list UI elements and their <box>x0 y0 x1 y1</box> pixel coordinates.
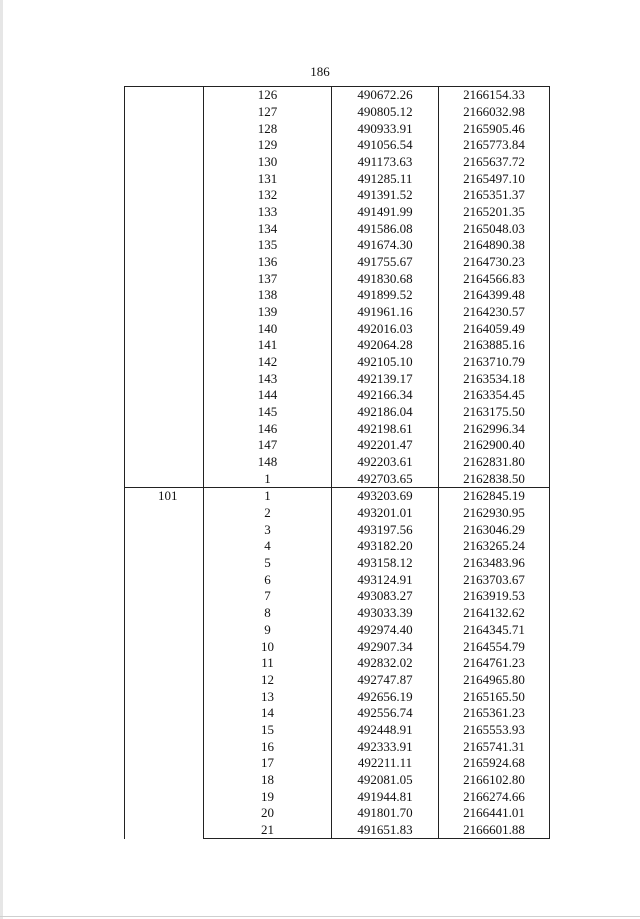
x-coordinate-cell: 491944.81 <box>332 788 439 805</box>
point-number-cell: 147 <box>204 437 332 454</box>
point-number-cell: 13 <box>204 688 332 705</box>
point-number-cell: 146 <box>204 420 332 437</box>
point-number-cell: 141 <box>204 337 332 354</box>
point-number-cell: 131 <box>204 170 332 187</box>
x-coordinate-cell: 493033.39 <box>332 605 439 622</box>
x-coordinate-cell: 491899.52 <box>332 287 439 304</box>
y-coordinate-cell: 2165637.72 <box>439 154 550 171</box>
y-coordinate-cell: 2165773.84 <box>439 137 550 154</box>
point-number-cell: 148 <box>204 454 332 471</box>
point-number-cell: 145 <box>204 404 332 421</box>
y-coordinate-cell: 2162900.40 <box>439 437 550 454</box>
y-coordinate-cell: 2165741.31 <box>439 738 550 755</box>
x-coordinate-cell: 492211.11 <box>332 755 439 772</box>
y-coordinate-cell: 2166601.88 <box>439 822 550 839</box>
x-coordinate-cell: 491801.70 <box>332 805 439 822</box>
x-coordinate-cell: 492186.04 <box>332 404 439 421</box>
point-number-cell: 137 <box>204 270 332 287</box>
x-coordinate-cell: 491586.08 <box>332 220 439 237</box>
point-number-cell: 133 <box>204 204 332 221</box>
y-coordinate-cell: 2163919.53 <box>439 588 550 605</box>
x-coordinate-cell: 493083.27 <box>332 588 439 605</box>
point-number-cell: 19 <box>204 788 332 805</box>
y-coordinate-cell: 2163710.79 <box>439 354 550 371</box>
point-number-cell: 8 <box>204 605 332 622</box>
x-coordinate-cell: 492747.87 <box>332 672 439 689</box>
y-coordinate-cell: 2164965.80 <box>439 672 550 689</box>
x-coordinate-cell: 492907.34 <box>332 638 439 655</box>
y-coordinate-cell: 2164399.48 <box>439 287 550 304</box>
y-coordinate-cell: 2162831.80 <box>439 454 550 471</box>
y-coordinate-cell: 2165165.50 <box>439 688 550 705</box>
point-number-cell: 142 <box>204 354 332 371</box>
coordinates-table-body <box>125 87 550 839</box>
table-row <box>125 488 550 505</box>
x-coordinate-cell: 491651.83 <box>332 822 439 839</box>
point-number-cell: 144 <box>204 387 332 404</box>
point-number-cell: 20 <box>204 805 332 822</box>
y-coordinate-cell: 2164230.57 <box>439 304 550 321</box>
x-coordinate-cell: 493182.20 <box>332 538 439 555</box>
point-number-cell: 7 <box>204 588 332 605</box>
y-coordinate-cell: 2163885.16 <box>439 337 550 354</box>
point-number-cell: 136 <box>204 254 332 271</box>
x-coordinate-cell: 493124.91 <box>332 571 439 588</box>
x-coordinate-cell: 492201.47 <box>332 437 439 454</box>
x-coordinate-cell: 493201.01 <box>332 505 439 522</box>
y-coordinate-cell: 2163534.18 <box>439 370 550 387</box>
point-number-cell: 5 <box>204 555 332 572</box>
x-coordinate-cell: 490933.91 <box>332 120 439 137</box>
y-coordinate-cell: 2164761.23 <box>439 655 550 672</box>
point-number-cell: 6 <box>204 571 332 588</box>
y-coordinate-cell: 2163175.50 <box>439 404 550 421</box>
point-number-cell: 15 <box>204 722 332 739</box>
x-coordinate-cell: 491391.52 <box>332 187 439 204</box>
table-row <box>125 87 550 104</box>
point-number-cell: 3 <box>204 521 332 538</box>
point-number-cell: 134 <box>204 220 332 237</box>
y-coordinate-cell: 2164132.62 <box>439 605 550 622</box>
y-coordinate-cell: 2166154.33 <box>439 87 550 104</box>
point-number-cell: 139 <box>204 304 332 321</box>
point-number-cell: 12 <box>204 672 332 689</box>
y-coordinate-cell: 2164566.83 <box>439 270 550 287</box>
point-number-cell: 16 <box>204 738 332 755</box>
x-coordinate-cell: 492166.34 <box>332 387 439 404</box>
point-number-cell: 130 <box>204 154 332 171</box>
x-coordinate-cell: 492139.17 <box>332 370 439 387</box>
y-coordinate-cell: 2162838.50 <box>439 470 550 487</box>
y-coordinate-cell: 2166032.98 <box>439 104 550 121</box>
point-number-cell: 21 <box>204 822 332 839</box>
point-number-cell: 127 <box>204 104 332 121</box>
point-number-cell: 4 <box>204 538 332 555</box>
y-coordinate-cell: 2163483.96 <box>439 555 550 572</box>
x-coordinate-cell: 492656.19 <box>332 688 439 705</box>
x-coordinate-cell: 492081.05 <box>332 772 439 789</box>
point-number-cell: 17 <box>204 755 332 772</box>
point-number-cell: 143 <box>204 370 332 387</box>
x-coordinate-cell: 491830.68 <box>332 270 439 287</box>
scan-edge-left <box>0 0 3 919</box>
x-coordinate-cell: 491285.11 <box>332 170 439 187</box>
point-number-cell: 1 <box>204 470 332 487</box>
x-coordinate-cell: 492703.65 <box>332 470 439 487</box>
x-coordinate-cell: 490672.26 <box>332 87 439 104</box>
coordinates-table <box>124 86 550 839</box>
point-number-cell: 132 <box>204 187 332 204</box>
y-coordinate-cell: 2165048.03 <box>439 220 550 237</box>
y-coordinate-cell: 2162930.95 <box>439 505 550 522</box>
y-coordinate-cell: 2166441.01 <box>439 805 550 822</box>
x-coordinate-cell: 490805.12 <box>332 104 439 121</box>
x-coordinate-cell: 492105.10 <box>332 354 439 371</box>
x-coordinate-cell: 492016.03 <box>332 320 439 337</box>
y-coordinate-cell: 2165201.35 <box>439 204 550 221</box>
x-coordinate-cell: 492198.61 <box>332 420 439 437</box>
x-coordinate-cell: 492064.28 <box>332 337 439 354</box>
point-number-cell: 1 <box>204 488 332 505</box>
x-coordinate-cell: 492448.91 <box>332 722 439 739</box>
y-coordinate-cell: 2163046.29 <box>439 521 550 538</box>
y-coordinate-cell: 2165553.93 <box>439 722 550 739</box>
x-coordinate-cell: 492832.02 <box>332 655 439 672</box>
parcel-number-cell: 101 <box>125 488 204 839</box>
y-coordinate-cell: 2165924.68 <box>439 755 550 772</box>
y-coordinate-cell: 2163354.45 <box>439 387 550 404</box>
x-coordinate-cell: 493197.56 <box>332 521 439 538</box>
point-number-cell: 129 <box>204 137 332 154</box>
point-number-cell: 140 <box>204 320 332 337</box>
y-coordinate-cell: 2166102.80 <box>439 772 550 789</box>
x-coordinate-cell: 491755.67 <box>332 254 439 271</box>
x-coordinate-cell: 491674.30 <box>332 237 439 254</box>
point-number-cell: 126 <box>204 87 332 104</box>
point-number-cell: 14 <box>204 705 332 722</box>
y-coordinate-cell: 2164730.23 <box>439 254 550 271</box>
x-coordinate-cell: 491173.63 <box>332 154 439 171</box>
y-coordinate-cell: 2162845.19 <box>439 488 550 505</box>
x-coordinate-cell: 491491.99 <box>332 204 439 221</box>
y-coordinate-cell: 2165351.37 <box>439 187 550 204</box>
page-number: 186 <box>310 64 330 79</box>
y-coordinate-cell: 2164059.49 <box>439 320 550 337</box>
x-coordinate-cell: 491056.54 <box>332 137 439 154</box>
y-coordinate-cell: 2165361.23 <box>439 705 550 722</box>
x-coordinate-cell: 493203.69 <box>332 488 439 505</box>
point-number-cell: 2 <box>204 505 332 522</box>
parcel-number-cell <box>125 87 204 488</box>
y-coordinate-cell: 2166274.66 <box>439 788 550 805</box>
y-coordinate-cell: 2165905.46 <box>439 120 550 137</box>
y-coordinate-cell: 2164890.38 <box>439 237 550 254</box>
scan-edge-bottom <box>0 916 640 917</box>
x-coordinate-cell: 492556.74 <box>332 705 439 722</box>
point-number-cell: 18 <box>204 772 332 789</box>
x-coordinate-cell: 492203.61 <box>332 454 439 471</box>
y-coordinate-cell: 2163703.67 <box>439 571 550 588</box>
y-coordinate-cell: 2162996.34 <box>439 420 550 437</box>
y-coordinate-cell: 2163265.24 <box>439 538 550 555</box>
x-coordinate-cell: 492333.91 <box>332 738 439 755</box>
point-number-cell: 11 <box>204 655 332 672</box>
point-number-cell: 9 <box>204 622 332 639</box>
x-coordinate-cell: 493158.12 <box>332 555 439 572</box>
y-coordinate-cell: 2165497.10 <box>439 170 550 187</box>
x-coordinate-cell: 492974.40 <box>332 622 439 639</box>
x-coordinate-cell: 491961.16 <box>332 304 439 321</box>
y-coordinate-cell: 2164554.79 <box>439 638 550 655</box>
y-coordinate-cell: 2164345.71 <box>439 622 550 639</box>
point-number-cell: 128 <box>204 120 332 137</box>
point-number-cell: 138 <box>204 287 332 304</box>
point-number-cell: 10 <box>204 638 332 655</box>
point-number-cell: 135 <box>204 237 332 254</box>
